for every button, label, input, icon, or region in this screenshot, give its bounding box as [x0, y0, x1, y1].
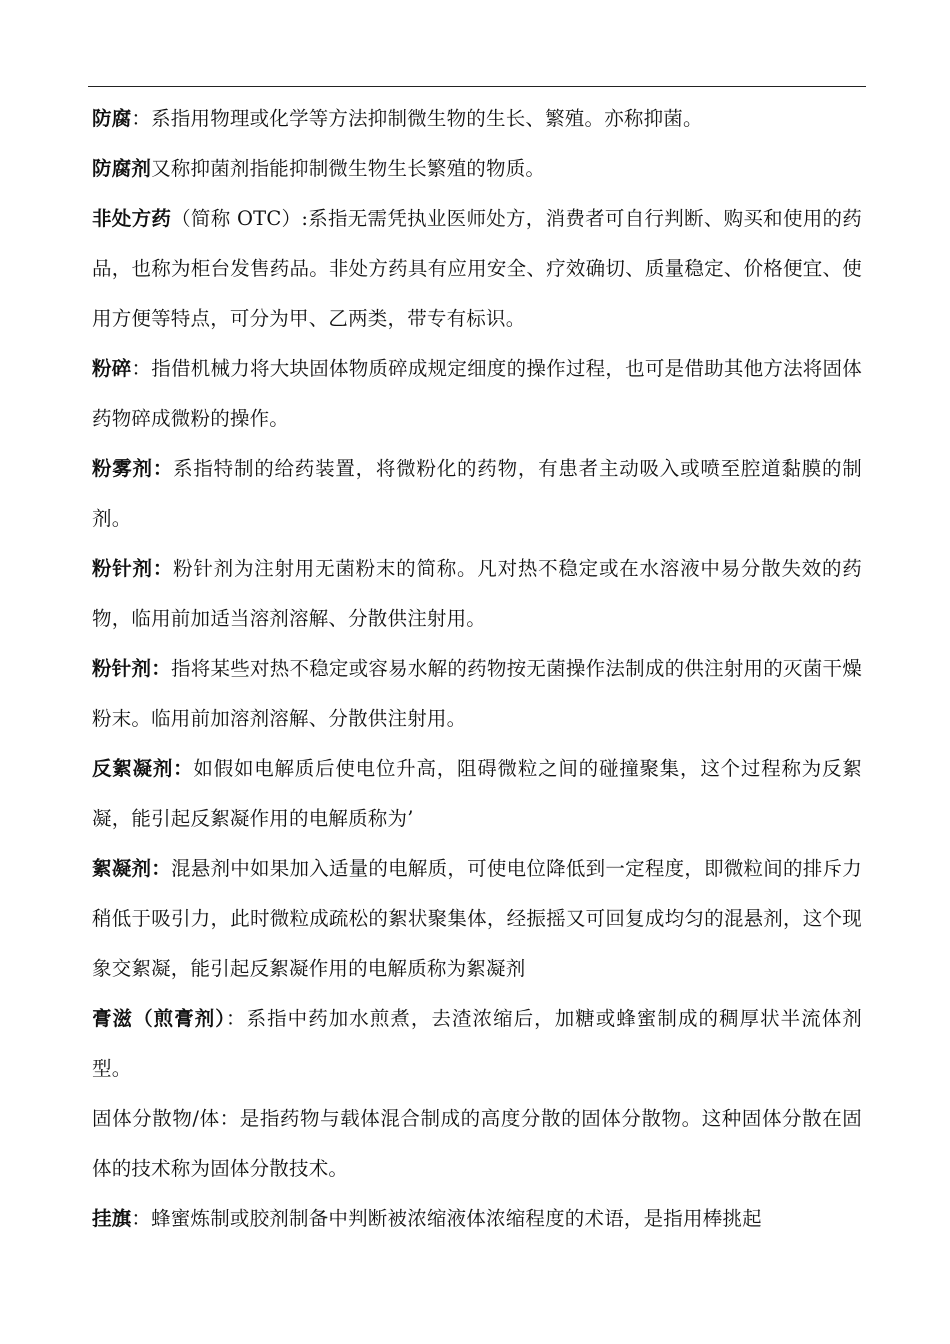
glossary-entry-fanxuningji — [92, 744, 862, 844]
glossary-entry-gutifensanwu — [92, 1094, 862, 1194]
entry-definition: ：蜂蜜炼制或胶剂制备中判断被浓缩液体浓缩程度的术语，是指用棒挑起 — [131, 1207, 762, 1230]
glossary-entry-fenzhenji-2 — [92, 644, 862, 744]
glossary-entry-fangfu — [92, 94, 862, 144]
glossary-entry-guaqi — [92, 1194, 862, 1244]
entry-definition: ：指借机械力将大块固体物质碎成规定细度的操作过程，也可是借助其他方法将固体药物碎成微粉的操作。 — [92, 357, 862, 430]
entry-term: 粉雾剂： — [92, 457, 174, 480]
entry-term: 粉针剂： — [92, 557, 174, 580]
entry-term: 膏滋（煎膏剂） — [92, 1007, 227, 1030]
glossary-entry-gaozi — [92, 994, 862, 1094]
entry-term: 防腐剂 — [92, 157, 152, 180]
entry-term: 絮凝剂： — [92, 857, 171, 880]
glossary-entry-otc — [92, 194, 862, 344]
entry-term: 粉针剂： — [92, 657, 171, 680]
entry-definition: 又称抑菌剂指能抑制微生物生长繁殖的物质。 — [151, 157, 546, 180]
glossary-entry-xuningji — [92, 844, 862, 994]
entry-definition: 指将某些对热不稳定或容易水解的药物按无菌操作法制成的供注射用的灭菌干燥粉末。临用前加溶剂溶解、分散供注射用。 — [92, 657, 862, 730]
entry-definition: 如假如电解质后使电位升高，阻碍微粒之间的碰撞聚集，这个过程称为反絮凝，能引起反絮凝作用的电解质称为’ — [92, 757, 862, 830]
entry-term: 防腐 — [92, 107, 132, 130]
glossary-entry-fangfuji — [92, 144, 862, 194]
document-body — [92, 94, 862, 1244]
entry-term: 挂旗 — [92, 1207, 132, 1230]
entry-term: 粉碎 — [92, 357, 132, 380]
entry-definition: （简称 OTC）:系指无需凭执业医师处方，消费者可自行判断、购买和使用的药品，也称为柜台发售药品。非处方药具有应用安全、疗效确切、质量稳定、价格便宜、使用方便等特点，可分为甲、乙两类，带专有标识。 — [92, 207, 862, 330]
entry-definition: 固体分散物/体：是指药物与载体混合制成的高度分散的固体分散物。这种固体分散在固体的技术称为固体分散技术。 — [92, 1107, 862, 1180]
glossary-entry-fenwuji — [92, 444, 862, 544]
entry-definition: 混悬剂中如果加入适量的电解质，可使电位降低到一定程度，即微粒间的排斥力稍低于吸引力，此时微粒成疏松的絮状聚集体，经振摇又可回复成均匀的混悬剂，这个现象交絮凝，能引起反絮凝作用的电解质称为絮凝剂 — [92, 857, 862, 980]
glossary-entry-fenzhenji-1 — [92, 544, 862, 644]
entry-definition: ：系指中药加水煎煮，去渣浓缩后，加糖或蜂蜜制成的稠厚状半流体剂型。 — [92, 1007, 862, 1080]
entry-definition: 系指特制的给药装置，将微粉化的药物，有患者主动吸入或喷至腔道黏膜的制剂。 — [92, 457, 862, 530]
entry-definition: 粉针剂为注射用无菌粉末的简称。凡对热不稳定或在水溶液中易分散失效的药物，临用前加适当溶剂溶解、分散供注射用。 — [92, 557, 862, 630]
header-rule — [88, 86, 866, 87]
entry-term: 非处方药 — [92, 207, 172, 230]
entry-definition: ：系指用物理或化学等方法抑制微生物的生长、繁殖。亦称抑菌。 — [131, 107, 703, 130]
glossary-entry-fensui — [92, 344, 862, 444]
entry-term: 反絮凝剂： — [92, 757, 194, 780]
